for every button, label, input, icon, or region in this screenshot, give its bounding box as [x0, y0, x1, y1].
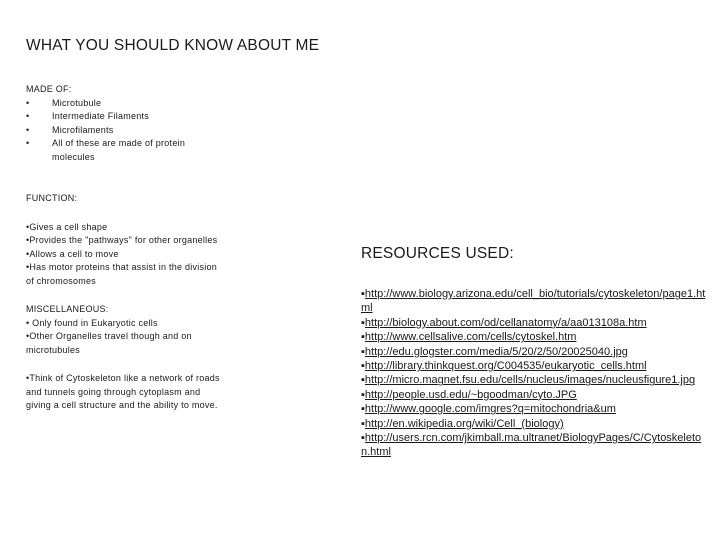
resource-link[interactable]: http://people.usd.edu/~bgoodman/cyto.JPG [364, 388, 577, 401]
resource-link[interactable]: http://www.google.com/imgres?q=mitochondria&um [364, 403, 616, 416]
made-of-heading: MADE OF: [26, 84, 72, 94]
bullet-marker: ▪ [361, 432, 365, 445]
bullet-marker: ▪ [361, 417, 365, 430]
list-item [26, 110, 226, 124]
resource-item [361, 431, 706, 460]
bullet-marker: • [26, 97, 30, 108]
resource-link[interactable]: http://library.thinkquest.org/C004535/eukaryotic_cells.html [364, 360, 647, 373]
resources-list [361, 287, 706, 460]
misc-item: •Other Organelles travel though and on microtubules [26, 331, 192, 355]
resource-link[interactable]: http://www.cellsalive.com/cells/cytoskel.htm [364, 331, 577, 344]
function-item: •Has motor proteins that assist in the division of chromosomes [26, 262, 217, 286]
misc-note: •Think of Cytoskeleton like a network of roads and tunnels going through cytoplasm and giving a cell structure and the ability to move. [26, 373, 220, 410]
list-item [26, 124, 226, 138]
function-item: •Gives a cell shape [26, 221, 108, 232]
bullet-marker: • [26, 124, 30, 135]
page-title: WHAT YOU SHOULD KNOW ABOUT ME [26, 37, 320, 54]
list-item-text: Intermediate Filaments [52, 111, 150, 121]
bullet-marker: ▪ [361, 388, 365, 401]
bullet-marker: ▪ [361, 288, 365, 300]
resource-item [361, 316, 706, 330]
resource-item [361, 345, 706, 359]
resource-link[interactable]: http://users.rcn.com/jkimball.ma.ultranet/BiologyPages/C/Cytoskeleton.html [361, 432, 702, 459]
list-item-text: All of these are made of protein molecules [52, 138, 186, 162]
list-item [26, 97, 226, 111]
function-item: •Allows a cell to move [26, 248, 119, 259]
bullet-marker: • [26, 111, 30, 121]
resource-item [361, 417, 706, 431]
left-column [26, 83, 226, 413]
bullet-marker: ▪ [361, 403, 365, 416]
resource-link[interactable]: http://micro.magnet.fsu.edu/cells/nucleus/images/nucleusfigure1.jpg [364, 374, 696, 387]
list-item-text: Microtubule [52, 97, 102, 108]
resource-item [361, 373, 706, 387]
misc-heading: MISCELLANEOUS: [26, 304, 109, 314]
list-item [26, 137, 226, 164]
misc-item: • Only found in Eukaryotic cells [26, 317, 158, 328]
resource-item [361, 388, 706, 402]
resource-link[interactable]: http://edu.glogster.com/media/5/20/2/50/20025040.jpg [364, 345, 628, 358]
bullet-marker: ▪ [361, 331, 365, 344]
resource-link[interactable]: http://biology.about.com/od/cellanatomy/a/aa013108a.htm [364, 316, 647, 329]
resource-item [361, 359, 706, 373]
resource-item [361, 330, 706, 344]
made-of-list [26, 97, 226, 165]
bullet-marker: ▪ [361, 316, 365, 329]
function-item: •Provides the "pathways" for other organelles [26, 235, 218, 245]
function-heading: FUNCTION: [26, 193, 78, 203]
bullet-marker: ▪ [361, 374, 365, 387]
list-item-text: Microfilaments [52, 124, 114, 135]
bullet-marker: ▪ [361, 345, 365, 358]
bullet-marker: ▪ [361, 360, 365, 373]
resource-link[interactable]: http://en.wikipedia.org/wiki/Cell_(biology) [364, 417, 564, 430]
bullet-marker: • [26, 138, 30, 148]
resources-heading: RESOURCES USED: [361, 245, 514, 262]
resource-item [361, 287, 706, 316]
resource-link[interactable]: http://www.biology.arizona.edu/cell_bio/tutorials/cytoskeleton/page1.html [361, 288, 706, 315]
resource-item [361, 402, 706, 416]
